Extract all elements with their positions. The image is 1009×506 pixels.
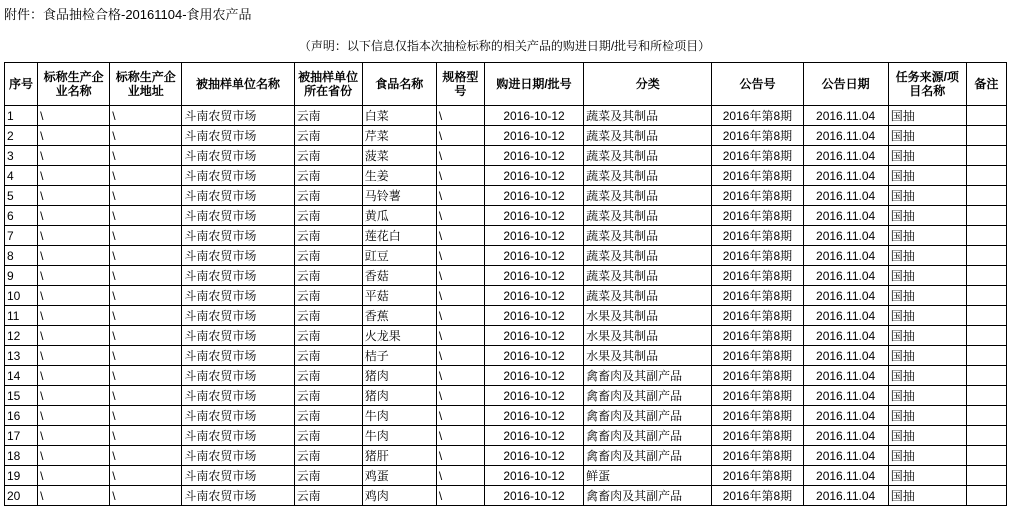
cell-notice-date: 2016.11.04 xyxy=(803,466,888,486)
cell-enterprise-address: \ xyxy=(110,446,182,466)
cell-enterprise-address: \ xyxy=(110,326,182,346)
document-note: （声明：以下信息仅指本次抽检标称的相关产品的购进日期/批号和所检项目） xyxy=(298,39,711,53)
cell-task-source: 国抽 xyxy=(888,346,966,366)
cell-spec-model: \ xyxy=(436,466,484,486)
column-header-index: 序号 xyxy=(5,63,38,106)
table-row xyxy=(5,226,1007,246)
cell-sampled-unit: 斗南农贸市场 xyxy=(182,126,294,146)
cell-food-name: 马铃薯 xyxy=(362,186,436,206)
cell-purchase-date: 2016-10-12 xyxy=(484,106,583,126)
cell-sampled-unit: 斗南农贸市场 xyxy=(182,306,294,326)
cell-spec-model: \ xyxy=(436,246,484,266)
column-header-category: 分类 xyxy=(584,63,712,106)
cell-spec-model: \ xyxy=(436,226,484,246)
cell-spec-model: \ xyxy=(436,206,484,226)
cell-category: 蔬菜及其制品 xyxy=(584,206,712,226)
table-row xyxy=(5,446,1007,466)
cell-task-source: 国抽 xyxy=(888,286,966,306)
cell-sampled-unit: 斗南农贸市场 xyxy=(182,326,294,346)
cell-purchase-date: 2016-10-12 xyxy=(484,266,583,286)
cell-remark xyxy=(966,206,1006,226)
cell-food-name: 生姜 xyxy=(362,166,436,186)
table-row xyxy=(5,326,1007,346)
cell-index: 6 xyxy=(5,206,38,226)
cell-enterprise-name: \ xyxy=(38,326,110,346)
cell-sampled-unit: 斗南农贸市场 xyxy=(182,266,294,286)
cell-purchase-date: 2016-10-12 xyxy=(484,226,583,246)
cell-index: 1 xyxy=(5,106,38,126)
cell-spec-model: \ xyxy=(436,186,484,206)
cell-sampled-unit: 斗南农贸市场 xyxy=(182,246,294,266)
cell-category: 蔬菜及其制品 xyxy=(584,106,712,126)
cell-remark xyxy=(966,406,1006,426)
table-row xyxy=(5,106,1007,126)
cell-remark xyxy=(966,126,1006,146)
cell-enterprise-address: \ xyxy=(110,426,182,446)
cell-index: 15 xyxy=(5,386,38,406)
cell-task-source: 国抽 xyxy=(888,406,966,426)
cell-notice-date: 2016.11.04 xyxy=(803,106,888,126)
cell-category: 禽畜肉及其副产品 xyxy=(584,446,712,466)
cell-purchase-date: 2016-10-12 xyxy=(484,146,583,166)
cell-sampled-unit: 斗南农贸市场 xyxy=(182,346,294,366)
cell-purchase-date: 2016-10-12 xyxy=(484,486,583,506)
cell-spec-model: \ xyxy=(436,326,484,346)
cell-spec-model: \ xyxy=(436,486,484,506)
cell-remark xyxy=(966,446,1006,466)
cell-notice-number: 2016年第8期 xyxy=(712,366,803,386)
cell-index: 4 xyxy=(5,166,38,186)
cell-remark xyxy=(966,146,1006,166)
cell-enterprise-name: \ xyxy=(38,146,110,166)
cell-purchase-date: 2016-10-12 xyxy=(484,326,583,346)
cell-index: 14 xyxy=(5,366,38,386)
cell-remark xyxy=(966,226,1006,246)
cell-task-source: 国抽 xyxy=(888,426,966,446)
cell-purchase-date: 2016-10-12 xyxy=(484,426,583,446)
cell-category: 水果及其制品 xyxy=(584,306,712,326)
table-row xyxy=(5,146,1007,166)
cell-enterprise-address: \ xyxy=(110,126,182,146)
cell-remark xyxy=(966,286,1006,306)
cell-spec-model: \ xyxy=(436,266,484,286)
inspection-results-table xyxy=(4,62,1007,506)
cell-notice-date: 2016.11.04 xyxy=(803,446,888,466)
cell-remark xyxy=(966,486,1006,506)
cell-enterprise-name: \ xyxy=(38,186,110,206)
cell-enterprise-address: \ xyxy=(110,306,182,326)
cell-province: 云南 xyxy=(294,106,362,126)
cell-food-name: 桔子 xyxy=(362,346,436,366)
cell-remark xyxy=(966,166,1006,186)
cell-province: 云南 xyxy=(294,346,362,366)
cell-enterprise-name: \ xyxy=(38,166,110,186)
cell-food-name: 莲花白 xyxy=(362,226,436,246)
cell-remark xyxy=(966,466,1006,486)
cell-task-source: 国抽 xyxy=(888,206,966,226)
cell-purchase-date: 2016-10-12 xyxy=(484,246,583,266)
cell-purchase-date: 2016-10-12 xyxy=(484,206,583,226)
cell-province: 云南 xyxy=(294,226,362,246)
column-header-remark: 备注 xyxy=(966,63,1006,106)
cell-task-source: 国抽 xyxy=(888,466,966,486)
cell-enterprise-name: \ xyxy=(38,286,110,306)
cell-spec-model: \ xyxy=(436,406,484,426)
cell-notice-number: 2016年第8期 xyxy=(712,106,803,126)
cell-enterprise-address: \ xyxy=(110,206,182,226)
cell-food-name: 猪肝 xyxy=(362,446,436,466)
table-row xyxy=(5,206,1007,226)
cell-food-name: 豇豆 xyxy=(362,246,436,266)
cell-purchase-date: 2016-10-12 xyxy=(484,126,583,146)
cell-purchase-date: 2016-10-12 xyxy=(484,286,583,306)
cell-remark xyxy=(966,106,1006,126)
cell-spec-model: \ xyxy=(436,426,484,446)
cell-province: 云南 xyxy=(294,406,362,426)
cell-food-name: 鸡肉 xyxy=(362,486,436,506)
cell-category: 禽畜肉及其副产品 xyxy=(584,366,712,386)
cell-notice-number: 2016年第8期 xyxy=(712,286,803,306)
cell-enterprise-name: \ xyxy=(38,426,110,446)
cell-enterprise-address: \ xyxy=(110,346,182,366)
cell-spec-model: \ xyxy=(436,166,484,186)
cell-purchase-date: 2016-10-12 xyxy=(484,346,583,366)
cell-remark xyxy=(966,266,1006,286)
cell-remark xyxy=(966,346,1006,366)
cell-sampled-unit: 斗南农贸市场 xyxy=(182,426,294,446)
cell-food-name: 牛肉 xyxy=(362,406,436,426)
cell-purchase-date: 2016-10-12 xyxy=(484,166,583,186)
column-header-enterprise-name: 标称生产企业名称 xyxy=(38,63,110,106)
cell-food-name: 鸡蛋 xyxy=(362,466,436,486)
cell-food-name: 猪肉 xyxy=(362,386,436,406)
cell-notice-number: 2016年第8期 xyxy=(712,206,803,226)
cell-province: 云南 xyxy=(294,466,362,486)
cell-enterprise-address: \ xyxy=(110,266,182,286)
cell-enterprise-name: \ xyxy=(38,206,110,226)
cell-sampled-unit: 斗南农贸市场 xyxy=(182,146,294,166)
cell-notice-date: 2016.11.04 xyxy=(803,406,888,426)
table-row xyxy=(5,406,1007,426)
cell-province: 云南 xyxy=(294,306,362,326)
cell-category: 蔬菜及其制品 xyxy=(584,286,712,306)
cell-task-source: 国抽 xyxy=(888,446,966,466)
cell-index: 10 xyxy=(5,286,38,306)
cell-notice-number: 2016年第8期 xyxy=(712,266,803,286)
cell-notice-date: 2016.11.04 xyxy=(803,366,888,386)
cell-category: 蔬菜及其制品 xyxy=(584,146,712,166)
cell-notice-number: 2016年第8期 xyxy=(712,346,803,366)
cell-index: 5 xyxy=(5,186,38,206)
cell-enterprise-address: \ xyxy=(110,486,182,506)
cell-task-source: 国抽 xyxy=(888,146,966,166)
cell-notice-date: 2016.11.04 xyxy=(803,386,888,406)
cell-notice-date: 2016.11.04 xyxy=(803,486,888,506)
table-header-row xyxy=(5,63,1007,106)
cell-category: 蔬菜及其制品 xyxy=(584,226,712,246)
cell-province: 云南 xyxy=(294,326,362,346)
cell-sampled-unit: 斗南农贸市场 xyxy=(182,406,294,426)
cell-food-name: 香蕉 xyxy=(362,306,436,326)
cell-category: 蔬菜及其制品 xyxy=(584,186,712,206)
cell-notice-date: 2016.11.04 xyxy=(803,286,888,306)
cell-purchase-date: 2016-10-12 xyxy=(484,306,583,326)
cell-category: 禽畜肉及其副产品 xyxy=(584,486,712,506)
cell-notice-date: 2016.11.04 xyxy=(803,306,888,326)
cell-notice-number: 2016年第8期 xyxy=(712,466,803,486)
cell-enterprise-address: \ xyxy=(110,226,182,246)
cell-task-source: 国抽 xyxy=(888,266,966,286)
cell-remark xyxy=(966,306,1006,326)
cell-enterprise-address: \ xyxy=(110,106,182,126)
table-row xyxy=(5,246,1007,266)
cell-spec-model: \ xyxy=(436,106,484,126)
cell-purchase-date: 2016-10-12 xyxy=(484,366,583,386)
cell-category: 蔬菜及其制品 xyxy=(584,166,712,186)
cell-purchase-date: 2016-10-12 xyxy=(484,386,583,406)
table-row xyxy=(5,426,1007,446)
cell-food-name: 黄瓜 xyxy=(362,206,436,226)
cell-index: 11 xyxy=(5,306,38,326)
cell-enterprise-name: \ xyxy=(38,266,110,286)
column-header-task-source: 任务来源/项目名称 xyxy=(888,63,966,106)
cell-index: 8 xyxy=(5,246,38,266)
cell-notice-number: 2016年第8期 xyxy=(712,186,803,206)
cell-enterprise-address: \ xyxy=(110,466,182,486)
cell-sampled-unit: 斗南农贸市场 xyxy=(182,166,294,186)
cell-enterprise-name: \ xyxy=(38,306,110,326)
cell-index: 9 xyxy=(5,266,38,286)
cell-task-source: 国抽 xyxy=(888,126,966,146)
cell-sampled-unit: 斗南农贸市场 xyxy=(182,186,294,206)
table-row xyxy=(5,386,1007,406)
cell-index: 19 xyxy=(5,466,38,486)
cell-enterprise-name: \ xyxy=(38,486,110,506)
cell-index: 16 xyxy=(5,406,38,426)
cell-province: 云南 xyxy=(294,486,362,506)
cell-enterprise-address: \ xyxy=(110,386,182,406)
cell-remark xyxy=(966,366,1006,386)
cell-index: 12 xyxy=(5,326,38,346)
cell-notice-date: 2016.11.04 xyxy=(803,346,888,366)
cell-province: 云南 xyxy=(294,246,362,266)
cell-sampled-unit: 斗南农贸市场 xyxy=(182,486,294,506)
cell-notice-number: 2016年第8期 xyxy=(712,426,803,446)
table-row xyxy=(5,486,1007,506)
column-header-enterprise-address: 标称生产企业地址 xyxy=(110,63,182,106)
cell-notice-date: 2016.11.04 xyxy=(803,266,888,286)
cell-sampled-unit: 斗南农贸市场 xyxy=(182,466,294,486)
table-row xyxy=(5,366,1007,386)
cell-notice-number: 2016年第8期 xyxy=(712,406,803,426)
cell-spec-model: \ xyxy=(436,446,484,466)
cell-enterprise-address: \ xyxy=(110,406,182,426)
cell-food-name: 平菇 xyxy=(362,286,436,306)
cell-food-name: 香菇 xyxy=(362,266,436,286)
cell-province: 云南 xyxy=(294,166,362,186)
cell-province: 云南 xyxy=(294,186,362,206)
column-header-spec-model: 规格型号 xyxy=(436,63,484,106)
cell-index: 18 xyxy=(5,446,38,466)
cell-remark xyxy=(966,186,1006,206)
cell-category: 鲜蛋 xyxy=(584,466,712,486)
cell-spec-model: \ xyxy=(436,386,484,406)
table-row xyxy=(5,166,1007,186)
cell-category: 禽畜肉及其副产品 xyxy=(584,426,712,446)
cell-enterprise-address: \ xyxy=(110,246,182,266)
cell-purchase-date: 2016-10-12 xyxy=(484,466,583,486)
cell-category: 蔬菜及其制品 xyxy=(584,266,712,286)
cell-enterprise-address: \ xyxy=(110,166,182,186)
cell-index: 3 xyxy=(5,146,38,166)
cell-notice-number: 2016年第8期 xyxy=(712,386,803,406)
cell-notice-number: 2016年第8期 xyxy=(712,326,803,346)
cell-sampled-unit: 斗南农贸市场 xyxy=(182,366,294,386)
cell-province: 云南 xyxy=(294,426,362,446)
cell-index: 2 xyxy=(5,126,38,146)
cell-index: 13 xyxy=(5,346,38,366)
cell-food-name: 菠菜 xyxy=(362,146,436,166)
cell-index: 17 xyxy=(5,426,38,446)
cell-enterprise-name: \ xyxy=(38,106,110,126)
table-body xyxy=(5,106,1007,506)
cell-notice-number: 2016年第8期 xyxy=(712,226,803,246)
cell-enterprise-name: \ xyxy=(38,446,110,466)
cell-enterprise-name: \ xyxy=(38,466,110,486)
cell-enterprise-address: \ xyxy=(110,146,182,166)
cell-food-name: 芹菜 xyxy=(362,126,436,146)
table-row xyxy=(5,266,1007,286)
cell-notice-number: 2016年第8期 xyxy=(712,486,803,506)
cell-enterprise-name: \ xyxy=(38,406,110,426)
cell-enterprise-address: \ xyxy=(110,286,182,306)
cell-sampled-unit: 斗南农贸市场 xyxy=(182,286,294,306)
cell-category: 禽畜肉及其副产品 xyxy=(584,406,712,426)
cell-enterprise-name: \ xyxy=(38,386,110,406)
table-row xyxy=(5,126,1007,146)
cell-province: 云南 xyxy=(294,266,362,286)
cell-task-source: 国抽 xyxy=(888,366,966,386)
column-header-food-name: 食品名称 xyxy=(362,63,436,106)
cell-food-name: 火龙果 xyxy=(362,326,436,346)
cell-sampled-unit: 斗南农贸市场 xyxy=(182,386,294,406)
cell-notice-date: 2016.11.04 xyxy=(803,126,888,146)
cell-task-source: 国抽 xyxy=(888,166,966,186)
table-row xyxy=(5,306,1007,326)
cell-province: 云南 xyxy=(294,446,362,466)
cell-task-source: 国抽 xyxy=(888,386,966,406)
cell-sampled-unit: 斗南农贸市场 xyxy=(182,206,294,226)
cell-food-name: 猪肉 xyxy=(362,366,436,386)
cell-notice-number: 2016年第8期 xyxy=(712,166,803,186)
cell-province: 云南 xyxy=(294,206,362,226)
cell-spec-model: \ xyxy=(436,126,484,146)
cell-index: 7 xyxy=(5,226,38,246)
column-header-notice-date: 公告日期 xyxy=(803,63,888,106)
cell-notice-number: 2016年第8期 xyxy=(712,306,803,326)
cell-remark xyxy=(966,386,1006,406)
cell-notice-date: 2016.11.04 xyxy=(803,426,888,446)
cell-enterprise-name: \ xyxy=(38,226,110,246)
cell-purchase-date: 2016-10-12 xyxy=(484,446,583,466)
cell-notice-number: 2016年第8期 xyxy=(712,446,803,466)
cell-spec-model: \ xyxy=(436,366,484,386)
cell-notice-date: 2016.11.04 xyxy=(803,206,888,226)
cell-task-source: 国抽 xyxy=(888,246,966,266)
column-header-purchase-date: 购进日期/批号 xyxy=(484,63,583,106)
cell-sampled-unit: 斗南农贸市场 xyxy=(182,106,294,126)
cell-enterprise-name: \ xyxy=(38,346,110,366)
cell-spec-model: \ xyxy=(436,346,484,366)
cell-task-source: 国抽 xyxy=(888,326,966,346)
column-header-province: 被抽样单位所在省份 xyxy=(294,63,362,106)
cell-purchase-date: 2016-10-12 xyxy=(484,406,583,426)
cell-task-source: 国抽 xyxy=(888,106,966,126)
cell-enterprise-name: \ xyxy=(38,126,110,146)
cell-remark xyxy=(966,246,1006,266)
cell-food-name: 白菜 xyxy=(362,106,436,126)
column-header-notice-number: 公告号 xyxy=(712,63,803,106)
cell-task-source: 国抽 xyxy=(888,486,966,506)
cell-sampled-unit: 斗南农贸市场 xyxy=(182,446,294,466)
table-row xyxy=(5,186,1007,206)
cell-notice-date: 2016.11.04 xyxy=(803,246,888,266)
cell-task-source: 国抽 xyxy=(888,306,966,326)
cell-spec-model: \ xyxy=(436,306,484,326)
cell-enterprise-address: \ xyxy=(110,186,182,206)
cell-enterprise-name: \ xyxy=(38,246,110,266)
table-row xyxy=(5,466,1007,486)
cell-sampled-unit: 斗南农贸市场 xyxy=(182,226,294,246)
cell-remark xyxy=(966,326,1006,346)
cell-category: 禽畜肉及其副产品 xyxy=(584,386,712,406)
cell-category: 蔬菜及其制品 xyxy=(584,126,712,146)
cell-notice-number: 2016年第8期 xyxy=(712,146,803,166)
cell-remark xyxy=(966,426,1006,446)
cell-spec-model: \ xyxy=(436,286,484,306)
cell-task-source: 国抽 xyxy=(888,186,966,206)
cell-enterprise-name: \ xyxy=(38,366,110,386)
cell-notice-date: 2016.11.04 xyxy=(803,186,888,206)
cell-category: 水果及其制品 xyxy=(584,346,712,366)
cell-index: 20 xyxy=(5,486,38,506)
cell-enterprise-address: \ xyxy=(110,366,182,386)
cell-province: 云南 xyxy=(294,366,362,386)
cell-province: 云南 xyxy=(294,386,362,406)
cell-task-source: 国抽 xyxy=(888,226,966,246)
cell-purchase-date: 2016-10-12 xyxy=(484,186,583,206)
cell-category: 蔬菜及其制品 xyxy=(584,246,712,266)
cell-notice-number: 2016年第8期 xyxy=(712,246,803,266)
cell-notice-number: 2016年第8期 xyxy=(712,126,803,146)
cell-notice-date: 2016.11.04 xyxy=(803,226,888,246)
column-header-sampled-unit: 被抽样单位名称 xyxy=(182,63,294,106)
cell-notice-date: 2016.11.04 xyxy=(803,326,888,346)
cell-food-name: 牛肉 xyxy=(362,426,436,446)
cell-province: 云南 xyxy=(294,286,362,306)
cell-province: 云南 xyxy=(294,146,362,166)
table-row xyxy=(5,286,1007,306)
cell-province: 云南 xyxy=(294,126,362,146)
cell-notice-date: 2016.11.04 xyxy=(803,166,888,186)
cell-category: 水果及其制品 xyxy=(584,326,712,346)
page-title: 附件：食品抽检合格-20161104-食用农产品 xyxy=(4,7,252,22)
cell-notice-date: 2016.11.04 xyxy=(803,146,888,166)
cell-spec-model: \ xyxy=(436,146,484,166)
table-row xyxy=(5,346,1007,366)
